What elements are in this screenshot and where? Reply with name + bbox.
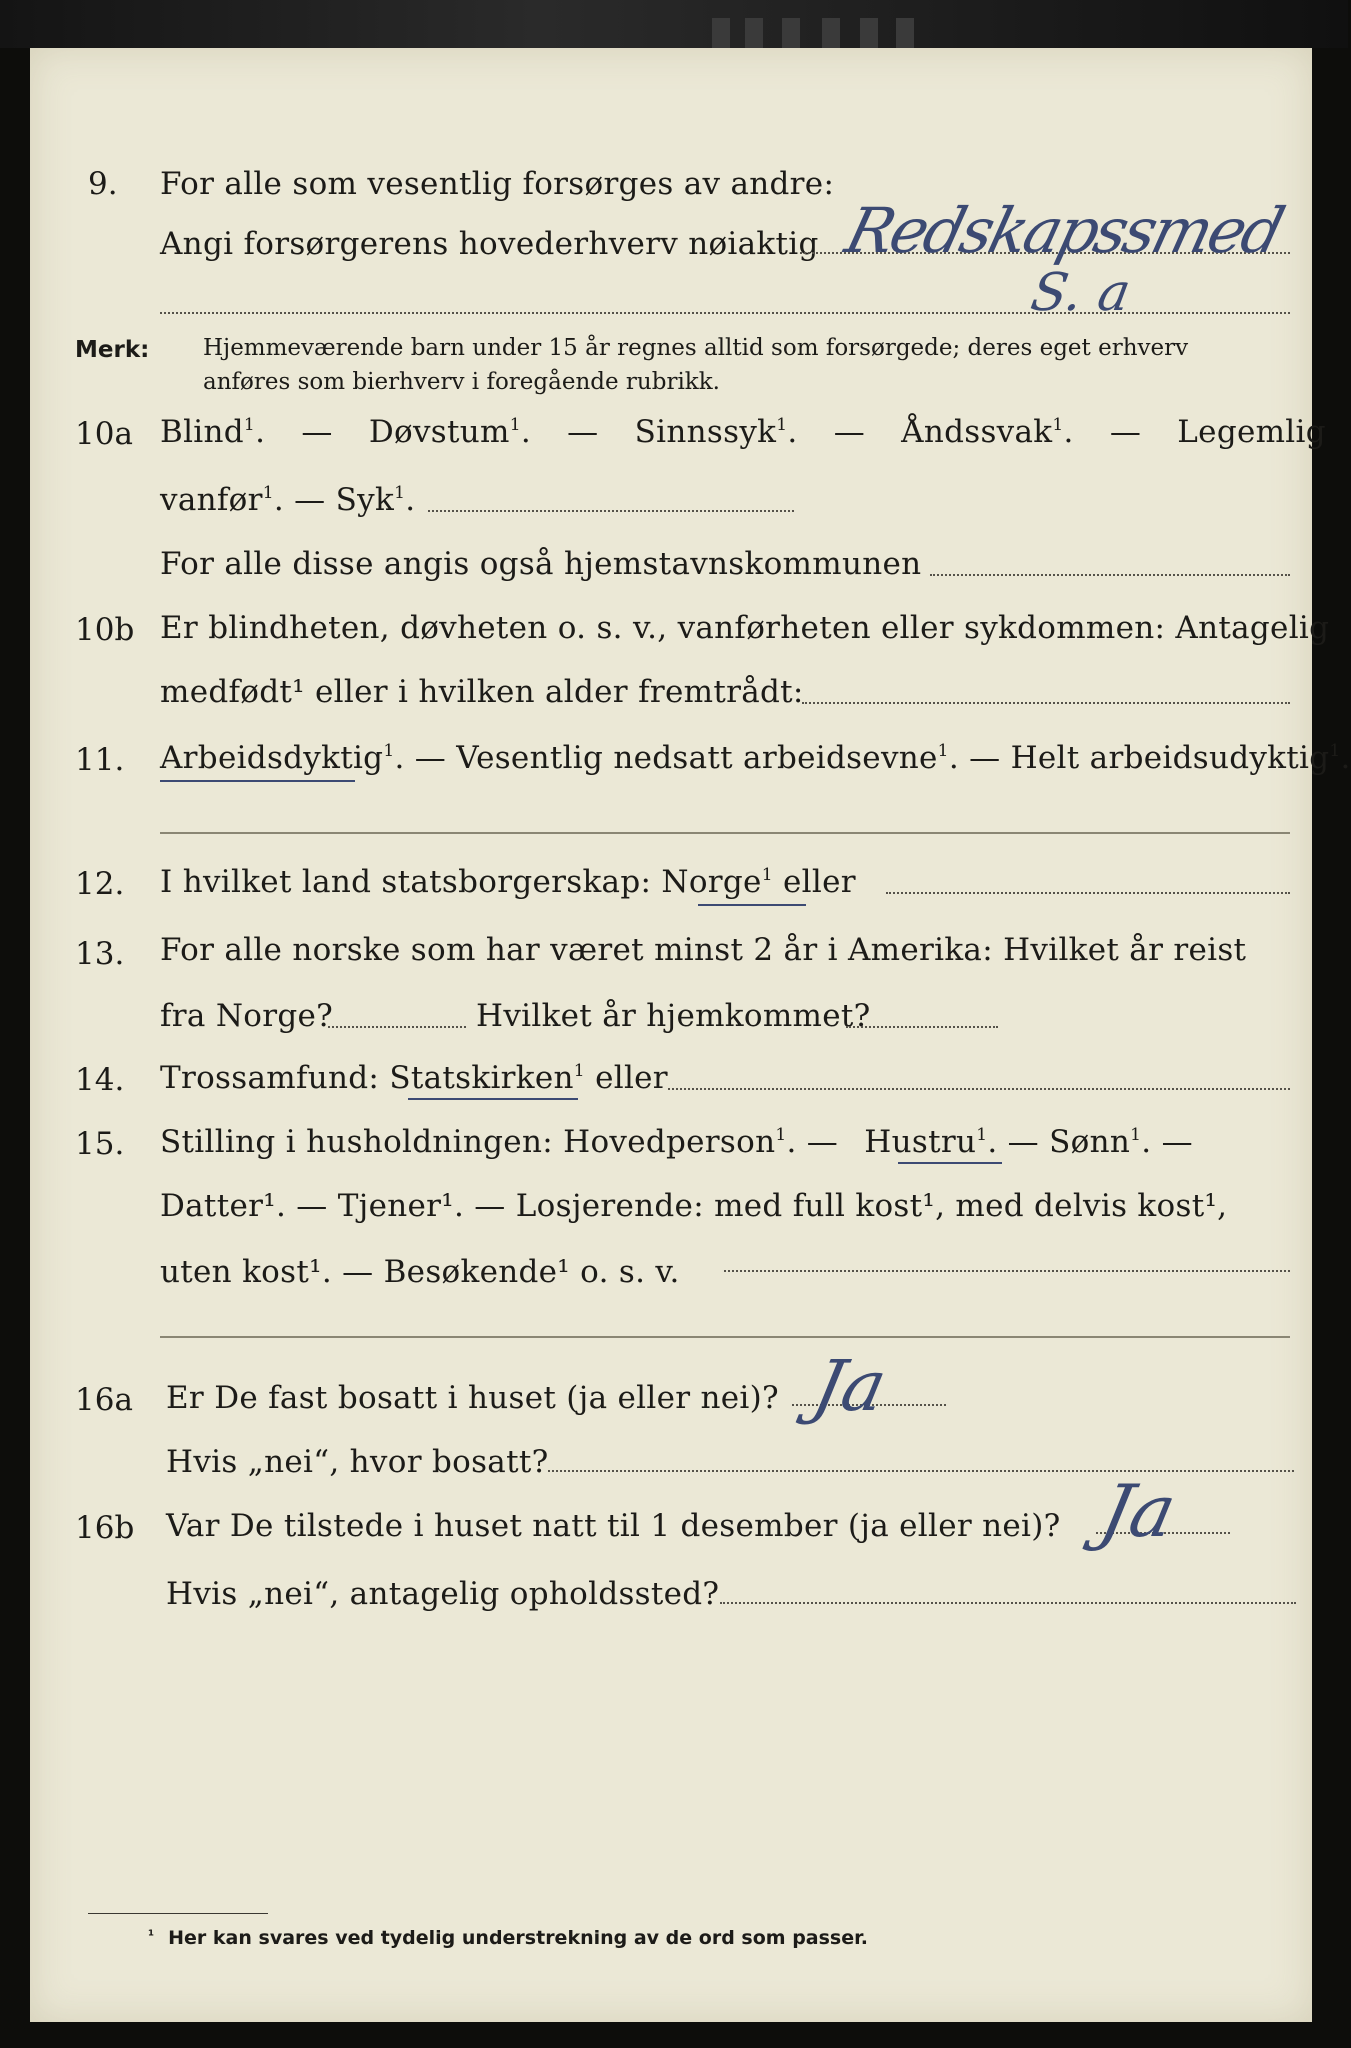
q15-number: 15. bbox=[75, 1126, 125, 1162]
q9-second-dotted-line bbox=[160, 312, 1290, 314]
handwriting-ink bbox=[838, 190, 1320, 323]
q15-sep: . — bbox=[786, 1124, 839, 1160]
footnote-ref: 1 bbox=[1130, 1125, 1142, 1146]
q15-opt-hovedperson[interactable]: Stilling i husholdningen: Hovedperson bbox=[160, 1124, 776, 1160]
q10a-opt-blind[interactable]: Blind bbox=[160, 414, 244, 450]
strip-mark bbox=[745, 18, 763, 48]
footnote-ref: 1 bbox=[937, 741, 949, 762]
q14-tail: eller bbox=[595, 1060, 668, 1096]
merk-text-line1: Hjemmeværende barn under 15 år regnes alltid som forsørgede; deres eget erhverv bbox=[203, 335, 1189, 361]
footnote-ref: 1 bbox=[394, 483, 406, 504]
footnote-mark: ¹ bbox=[148, 1928, 155, 1944]
q15-line1 bbox=[160, 1124, 1193, 1160]
q10b-number: 10b bbox=[75, 612, 135, 648]
handwriting-ink bbox=[808, 1344, 918, 1454]
q10a-dash: — bbox=[833, 414, 865, 450]
q15-line2[interactable]: Datter¹. — Tjener¹. — Losjerende: med full kost¹, med delvis kost¹, bbox=[160, 1188, 1228, 1224]
footnote-text: Her kan svares ved tydelig understrekning av de ord som passer. bbox=[168, 1927, 869, 1949]
q10a-line1: Blind$^1$. — Døvstum$^1$. — Sinnssyk$^1$. — Åndssvak$^1$. — Legemlig bbox=[160, 414, 1326, 450]
q12-line bbox=[160, 864, 856, 900]
q9-number: 9. bbox=[88, 166, 118, 202]
q12-norge-underline bbox=[698, 904, 806, 906]
q9-answer-line1: Redskapssmed bbox=[838, 194, 1289, 267]
q9-handwritten-answer[interactable] bbox=[838, 190, 1320, 324]
footnote bbox=[148, 1924, 868, 1950]
q9-answer-line2: S. a bbox=[1026, 262, 1136, 323]
q10a-opt-sinnssyk[interactable]: Sinnssyk bbox=[634, 414, 777, 450]
q10a-dash: — bbox=[1109, 414, 1142, 450]
q16b-line2: Hvis „nei“, antagelig opholdssted? bbox=[166, 1576, 720, 1612]
q10a-dash: — bbox=[301, 414, 333, 450]
q14-line bbox=[160, 1060, 668, 1096]
q10a-opt-dovstum[interactable]: Døvstum bbox=[368, 414, 510, 450]
q10a-opt-syk[interactable]: . — Syk bbox=[273, 482, 395, 518]
q16b-opholdssted-dotted-line bbox=[720, 1602, 1296, 1604]
footnote-ref: 1 bbox=[383, 741, 395, 762]
q12-dotted-line bbox=[886, 892, 1290, 894]
footnote-ref: 1 bbox=[761, 865, 773, 886]
q16b-answer: Ja bbox=[1093, 1469, 1183, 1554]
q15-sep: . — bbox=[1141, 1124, 1193, 1160]
merk-text-line2: anføres som bierhverv i foregående rubrikk. bbox=[203, 369, 720, 395]
q16b-number: 16b bbox=[75, 1510, 135, 1546]
footnote-ref: 1 bbox=[1052, 415, 1064, 436]
footnote-ref: 1 bbox=[243, 415, 256, 436]
footnote-ref: 1 bbox=[573, 1061, 585, 1082]
q16a-answer: Ja bbox=[806, 1344, 894, 1427]
footnote-ref: 1 bbox=[262, 483, 274, 504]
q10a-opt-vanfor[interactable]: vanfør bbox=[160, 482, 263, 518]
q11-opt-udyktig[interactable]: . — Helt arbeidsudyktig bbox=[948, 740, 1330, 776]
footnote-ref: 1 bbox=[775, 1125, 787, 1146]
strip-mark bbox=[860, 18, 878, 48]
q13-line2b: Hvilket år hjemkommet? bbox=[476, 998, 871, 1034]
q10a-line3: For alle disse angis også hjemstavnskommunen bbox=[160, 546, 922, 582]
footnote-ref: 1 bbox=[509, 415, 521, 436]
q10a-number: 10a bbox=[75, 416, 133, 452]
q10a-dash: — bbox=[567, 414, 599, 450]
q15-hustru-underline bbox=[898, 1162, 1002, 1164]
q14-number: 14. bbox=[75, 1062, 125, 1098]
q15-answer-rule bbox=[160, 1336, 1290, 1338]
strip-mark bbox=[782, 18, 800, 48]
q13-reist-dotted-line bbox=[328, 1026, 466, 1028]
q11-answer-rule bbox=[160, 832, 1290, 834]
footnote-rule bbox=[88, 1913, 268, 1914]
footnote-ref: 1 bbox=[976, 1125, 988, 1146]
q13-hjemkommet-dotted-line bbox=[846, 1026, 998, 1028]
q10a-line2: vanfør$^1$. — Syk$^1$. bbox=[160, 482, 416, 518]
census-form-page bbox=[30, 48, 1351, 2022]
q10b-line1: Er blindheten, døvheten o. s. v., vanførheten eller sykdommen: Antagelig bbox=[160, 610, 1330, 646]
q13-line2a: fra Norge? bbox=[160, 998, 334, 1034]
q16a-handwritten-answer[interactable] bbox=[808, 1344, 918, 1458]
q10a-opt-legemlig[interactable]: Legemlig bbox=[1177, 414, 1326, 450]
q16b-handwritten-answer[interactable] bbox=[1093, 1466, 1216, 1590]
footnote-ref: 1 bbox=[1329, 741, 1341, 762]
q16a-line1: Er De fast bosatt i huset (ja eller nei)? bbox=[166, 1380, 779, 1416]
q12-question: I hvilket land statsborgerskap: bbox=[160, 864, 652, 900]
q16a-number: 16a bbox=[75, 1382, 133, 1418]
strip-mark bbox=[896, 18, 914, 48]
q15-opt-hustru[interactable]: Hustru bbox=[864, 1124, 977, 1160]
q15-line3[interactable]: uten kost¹. — Besøkende¹ o. s. v. bbox=[160, 1254, 680, 1290]
q10b-line2: medfødt¹ eller i hvilken alder fremtrådt: bbox=[160, 674, 804, 710]
merk-label: Merk: bbox=[75, 337, 150, 363]
q16b-line1: Var De tilstede i huset natt til 1 desember (ja eller nei)? bbox=[166, 1508, 1061, 1544]
q10a-opt-andssvak[interactable]: Åndssvak bbox=[901, 414, 1053, 450]
q12-tail: eller bbox=[783, 864, 856, 900]
q15-dotted-line bbox=[724, 1270, 1290, 1272]
q9-question-line1: For alle som vesentlig forsørges av andre: bbox=[160, 166, 835, 202]
footnote-ref: 1 bbox=[776, 415, 788, 436]
q10a-syk-dotted-line bbox=[428, 510, 794, 512]
q11-tail: . bbox=[1340, 740, 1351, 776]
q14-statskirken-underline bbox=[408, 1098, 578, 1100]
scanner-top-strip bbox=[0, 0, 1348, 48]
q14-opt-statskirken[interactable]: Statskirken bbox=[389, 1060, 574, 1096]
q15-opt-sonn[interactable]: . — Sønn bbox=[987, 1124, 1131, 1160]
q12-opt-norge[interactable]: Norge bbox=[661, 864, 762, 900]
q13-number: 13. bbox=[75, 936, 125, 972]
q14-question: Trossamfund: bbox=[160, 1060, 380, 1096]
q10a-hjemstavn-dotted-line bbox=[930, 574, 1290, 576]
q14-dotted-line bbox=[668, 1088, 1290, 1090]
q9-question-line2: Angi forsørgerens hovederhverv nøiaktig bbox=[160, 226, 819, 262]
q13-line1: For alle norske som har været minst 2 år i Amerika: Hvilket år reist bbox=[160, 932, 1247, 968]
q11-opt-nedsatt[interactable]: . — Vesentlig nedsatt arbeidsevne bbox=[394, 740, 938, 776]
q11-number: 11. bbox=[75, 742, 125, 778]
q10b-dotted-line bbox=[802, 702, 1290, 704]
q11-arbeidsdyktig-underline bbox=[160, 780, 355, 782]
strip-mark bbox=[822, 18, 840, 48]
q16a-line2: Hvis „nei“, hvor bosatt? bbox=[166, 1444, 549, 1480]
q11-opt-arbeidsdyktig[interactable]: Arbeidsdyktig bbox=[160, 740, 384, 776]
q12-number: 12. bbox=[75, 866, 125, 902]
q11-options bbox=[160, 740, 1351, 776]
strip-mark bbox=[712, 18, 730, 48]
handwriting-ink bbox=[1093, 1466, 1216, 1586]
